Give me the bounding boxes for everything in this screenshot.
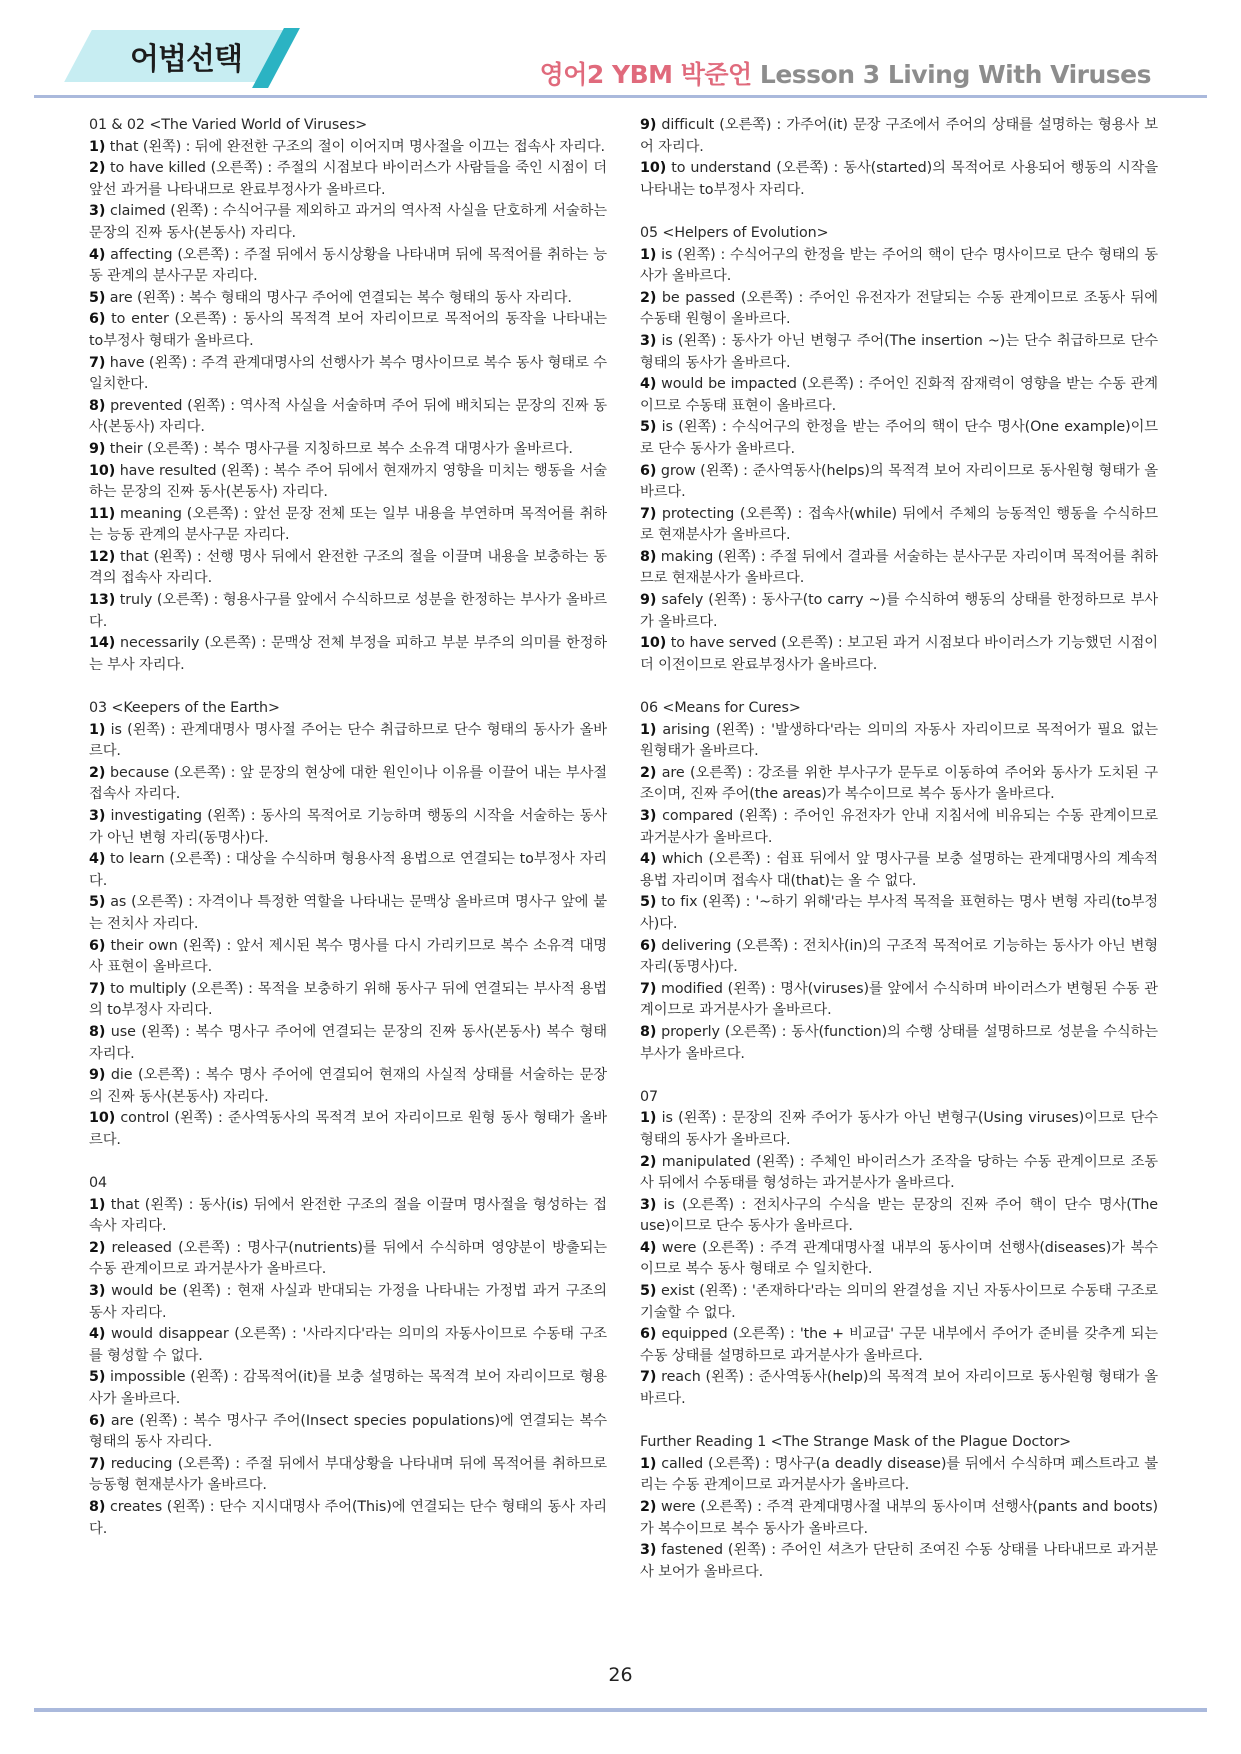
item-number: 2) [89,160,106,177]
item-explanation: called (오른쪽) : 명사구(a deadly disease)를 뒤에서 수식하며 페스트라고 불리는 수동 관계이므로 과거분사가 올바르다. [640,1455,1158,1494]
item-number: 4) [640,1239,657,1256]
section-title: 01 & 02 <The Varied World of Viruses> [89,117,368,133]
answer-item [89,547,607,590]
item-explanation: to have served (오른쪽) : 보고된 과거 시점보다 바이러스가 기능했던 시점이 더 이전이므로 완료부정사가 올바르다. [640,635,1158,673]
answer-item [89,1367,607,1410]
section-title: 03 <Keepers of the Earth> [89,700,280,717]
answer-item [89,633,607,676]
item-number: 4) [89,851,106,868]
item-number: 1) [89,721,106,738]
answer-item [89,461,607,504]
answer-item [89,1108,607,1151]
item-number: 9) [640,592,657,609]
answer-item [640,720,1158,763]
item-explanation: is (왼쪽) : 문장의 진짜 주어가 동사가 아닌 변형구(Using viruses)이므로 단수 형태의 동사가 올바르다. [640,1110,1158,1148]
answer-section [640,223,1158,676]
answer-item [640,1497,1158,1540]
answer-item [89,979,607,1022]
answer-item [89,849,607,892]
item-number: 13) [89,592,116,609]
item-number: 3) [640,332,657,349]
answer-item [89,158,607,201]
item-explanation: necessarily (오른쪽) : 문맥상 전체 부정을 피하고 부분 부주의 의미를 한정하는 부사 자리다. [89,635,607,673]
answer-item [640,1281,1158,1324]
item-number: 4) [640,376,657,393]
answer-item [89,1022,607,1065]
item-number: 2) [89,1239,106,1256]
answer-item [640,936,1158,979]
answer-item [89,936,607,979]
item-number: 1) [89,1196,106,1213]
item-number: 9) [89,440,106,457]
item-number: 1) [89,138,106,155]
header-divider [34,95,1207,98]
item-number: 5) [89,894,106,911]
answer-item [89,1065,607,1108]
item-number: 3) [89,203,106,220]
answer-item [89,1411,607,1454]
item-number: 14) [89,635,116,652]
answer-item [640,331,1158,374]
answer-item [89,504,607,547]
header-tag-label: 어법선택 [130,42,242,77]
item-explanation: meaning (오른쪽) : 앞선 문장 전체 또는 일부 내용을 부연하며 목적어를 취하는 능동 관계의 분사구문 자리다. [89,505,607,544]
answer-item [89,1324,607,1367]
item-number: 6) [640,462,657,479]
answer-item [640,115,1158,158]
item-number: 10) [89,462,116,479]
item-explanation: is (왼쪽) : 수식어구의 한정을 받는 주어의 핵이 단수 명사(One example)이므로 단수 동사가 올바르다. [640,419,1158,457]
item-explanation: impossible (왼쪽) : 감목적어(it)를 보충 설명하는 목적격 보어 자리이므로 형용사가 올바르다. [89,1369,607,1408]
footer-divider [34,1708,1207,1712]
item-explanation: as (오른쪽) : 자격이나 특정한 역할을 나타내는 문맥상 올바르며 명사구 앞에 붙는 전치사 자리다. [89,894,607,932]
section-title: 04 [89,1175,107,1192]
item-explanation: to enter (오른쪽) : 동사의 목적격 보어 자리이므로 목적어의 동작을 나타내는 to부정사 형태가 올바르다. [89,311,607,349]
item-number: 10) [640,635,667,652]
item-explanation: claimed (왼쪽) : 수식어구를 제외하고 과거의 역사적 사실을 단호하게 서술하는 문장의 진짜 동사(본동사) 자리다. [89,203,607,241]
answer-item [89,1195,607,1238]
item-explanation: were (오른쪽) : 주격 관계대명사절 내부의 동사이며 선행사(diseases)가 복수이므로 복수 동사 형태로 수 일치한다. [640,1239,1158,1278]
answer-item [89,288,607,310]
item-explanation: protecting (오른쪽) : 접속사(while) 뒤에서 주체의 능동적인 행동을 수식하므로 현재분사가 올바르다. [640,505,1158,544]
item-number: 1) [640,1455,657,1472]
item-number: 12) [89,548,116,565]
item-explanation: grow (왼쪽) : 준사역동사(helps)의 목적격 보어 자리이므로 동사원형 형태가 올바르다. [640,462,1158,501]
answer-item [640,1540,1158,1583]
answer-item [640,1324,1158,1367]
answer-item [640,288,1158,331]
item-explanation: prevented (왼쪽) : 역사적 사실을 서술하며 주어 뒤에 배치되는 문장의 진짜 동사(본동사) 자리다. [89,397,607,436]
answer-item [640,461,1158,504]
item-explanation: would be (왼쪽) : 현재 사실과 반대되는 가정을 나타내는 가정법 과거 구조의 동사 자리다. [89,1283,607,1321]
item-explanation: released (오른쪽) : 명사구(nutrients)를 뒤에서 수식하며 영양분이 방출되는 수동 관계이므로 과거분사가 올바르다. [89,1239,607,1278]
item-number: 7) [640,1369,657,1386]
answer-item [89,245,607,288]
answer-item [640,417,1158,460]
item-explanation: fastened (왼쪽) : 주어인 셔츠가 단단히 조여진 수동 상태를 나타내므로 과거분사 보어가 올바르다. [640,1542,1158,1580]
item-explanation: modified (왼쪽) : 명사(viruses)를 앞에서 수식하며 바이러스가 변형된 수동 관계이므로 과거분사가 올바르다. [640,980,1158,1019]
item-explanation: die (오른쪽) : 복수 명사 주어에 연결되어 현재의 사실적 상태를 서술하는 문장의 진짜 동사(본동사) 자리다. [89,1067,607,1105]
item-explanation: is (왼쪽) : 수식어구의 한정을 받는 주어의 핵이 단수 명사이므로 단수 형태의 동사가 올바르다. [640,246,1158,285]
answer-section [89,1173,607,1540]
item-explanation: investigating (왼쪽) : 동사의 목적어로 기능하며 행동의 시작을 서술하는 동사가 아닌 변형 자리(동명사)다. [89,808,607,846]
page-number: 26 [608,1664,633,1686]
answer-item [640,158,1158,201]
item-number: 2) [640,1499,657,1515]
item-explanation: to fix (왼쪽) : '~하기 위해'라는 부사적 목적을 표현하는 명사 변형 자리(to부정사)다. [640,894,1158,932]
title-lesson: Lesson 3 Living With Viruses [759,60,1151,89]
item-explanation: would disappear (오른쪽) : '사라지다'라는 의미의 자동사이므로 수동태 구조를 형성할 수 없다. [89,1326,607,1364]
answer-item [89,137,607,159]
item-explanation: because (오른쪽) : 앞 문장의 현상에 대한 원인이나 이유를 이끌어 내는 부사절 접속사 자리다. [89,764,607,803]
item-explanation: which (오른쪽) : 쉼표 뒤에서 앞 명사구를 보충 설명하는 관계대명사의 계속적 용법 자리이며 접속사 대(that)는 올 수 없다. [640,851,1158,889]
item-number: 8) [89,1499,106,1515]
title-course: 영어2 YBM 박준언 [539,60,752,89]
item-number: 6) [89,937,106,954]
answer-item [640,1108,1158,1151]
answer-item [89,1238,607,1281]
section-title: 06 <Means for Cures> [640,700,801,717]
section-title: 05 <Helpers of Evolution> [640,224,829,241]
answer-section [640,1087,1158,1411]
item-number: 4) [89,246,106,263]
item-explanation: arising (왼쪽) : '발생하다'라는 의미의 자동사 자리이므로 목적어가 필요 없는 원형태가 올바르다. [640,721,1158,760]
item-number: 3) [89,808,106,824]
answer-item [640,633,1158,676]
item-number: 1) [640,246,657,263]
item-explanation: that (왼쪽) : 동사(is) 뒤에서 완전한 구조의 절을 이끌며 명사절을 형성하는 접속사 자리다. [89,1196,607,1235]
answer-section [640,698,1158,1065]
item-explanation: their own (왼쪽) : 앞서 제시된 복수 명사를 다시 가리키므로 복수 소유격 대명사 표현이 올바르다. [89,937,607,976]
item-number: 5) [640,894,657,911]
item-explanation: be passed (오른쪽) : 주어인 유전자가 전달되는 수동 관계이므로 조동사 뒤에 수동태 원형이 올바르다. [640,289,1158,328]
section-title: 07 [640,1088,658,1105]
item-explanation: manipulated (왼쪽) : 주체인 바이러스가 조작을 당하는 수동 관계이므로 조동사 뒤에서 수동태를 형성하는 과거분사가 올바르다. [640,1153,1158,1192]
answer-section [640,115,1158,201]
item-explanation: are (왼쪽) : 복수 명사구 주어(Insect species populations)에 연결되는 복수 형태의 동사 자리다. [89,1412,607,1451]
item-explanation: safely (왼쪽) : 동사구(to carry ~)를 수식하여 행동의 상태를 한정하므로 부사가 올바르다. [640,592,1158,630]
item-number: 10) [640,160,667,177]
item-number: 9) [89,1067,106,1084]
answer-item [640,504,1158,547]
item-number: 6) [640,937,657,954]
item-number: 3) [640,1542,657,1559]
item-explanation: equipped (오른쪽) : 'the + 비교급' 구문 내부에서 주어가 준비를 갖추게 되는 수동 상태를 설명하므로 과거분사가 올바르다. [640,1326,1158,1364]
item-explanation: truly (오른쪽) : 형용사구를 앞에서 수식하므로 성분을 한정하는 부사가 올바르다. [89,592,607,630]
item-explanation: affecting (오른쪽) : 주절 뒤에서 동시상황을 나타내며 뒤에 목적어를 취하는 능동 관계의 분사구문 자리다. [89,246,607,285]
item-number: 6) [640,1326,657,1343]
item-number: 8) [89,397,106,414]
answer-item [89,309,607,352]
answer-item [640,1238,1158,1281]
item-number: 7) [89,354,106,371]
item-explanation: are (오른쪽) : 강조를 위한 부사구가 문두로 이동하여 주어와 동사가 도치된 구조이며, 진짜 주어(the areas)가 복수이므로 복수 동사가 올바르다. [640,764,1158,803]
answer-item [640,806,1158,849]
item-explanation: is (왼쪽) : 동사가 아닌 변형구 주어(The insertion ~)는 단수 취급하므로 단수 형태의 동사가 올바르다. [640,332,1158,371]
answer-section [640,1432,1158,1583]
answer-item [640,1454,1158,1497]
answer-item [640,849,1158,892]
item-explanation: is (왼쪽) : 관계대명사 명사절 주어는 단수 취급하므로 단수 형태의 동사가 올바르다. [89,721,607,760]
item-number: 2) [640,289,657,306]
item-number: 5) [640,419,657,436]
item-number: 1) [640,721,657,738]
answer-item [640,547,1158,590]
item-explanation: that (왼쪽) : 뒤에 완전한 구조의 절이 이어지며 명사절을 이끄는 접속사 자리다. [105,138,605,155]
item-explanation: have (왼쪽) : 주격 관계대명사의 선행사가 복수 명사이므로 복수 동사 형태로 수 일치한다. [89,354,607,393]
item-number: 3) [640,1196,657,1213]
item-explanation: compared (왼쪽) : 주어인 유전자가 안내 지침서에 비유되는 수동 관계이므로 과거분사가 올바르다. [640,808,1158,846]
answer-item [89,1497,607,1540]
item-number: 7) [640,980,657,997]
item-number: 7) [89,1455,106,1472]
item-explanation: to multiply (오른쪽) : 목적을 보충하기 위해 동사구 뒤에 연결되는 부사적 용법의 to부정사 자리다. [89,980,607,1019]
page-header [0,0,1241,100]
item-explanation: making (왼쪽) : 주절 뒤에서 결과를 서술하는 분사구문 자리이며 목적어를 취하므로 현재분사가 올바르다. [640,548,1158,587]
item-number: 6) [89,1412,106,1429]
item-explanation: properly (오른쪽) : 동사(function)의 수행 상태를 설명하므로 성분을 수식하는 부사가 올바르다. [640,1023,1158,1062]
item-number: 5) [89,1369,106,1386]
section-title: Further Reading 1 <The Strange Mask of the Plague Doctor> [640,1434,1072,1451]
item-explanation: reducing (오른쪽) : 주절 뒤에서 부대상황을 나타내며 뒤에 목적어를 취하므로 능동형 현재분사가 올바르다. [89,1455,607,1494]
item-number: 4) [640,851,657,868]
answer-item [640,979,1158,1022]
item-number: 5) [640,1283,657,1300]
item-number: 8) [640,1023,657,1040]
item-number: 7) [640,505,657,522]
answer-item [89,201,607,244]
answer-item [89,892,607,935]
item-explanation: to learn (오른쪽) : 대상을 수식하며 형용사적 용법으로 연결되는 to부정사 자리다. [89,851,607,889]
item-number: 8) [89,1023,106,1040]
item-explanation: have resulted (왼쪽) : 복수 주어 뒤에서 현재까지 영향을 미치는 행동을 서술하는 문장의 진짜 동사(본동사) 자리다. [89,462,607,501]
answer-item [640,1022,1158,1065]
item-number: 9) [640,117,657,133]
answer-item [89,806,607,849]
item-explanation: use (왼쪽) : 복수 명사구 주어에 연결되는 문장의 진짜 동사(본동사) 복수 형태 자리다. [89,1023,607,1062]
answer-item [640,892,1158,935]
answer-section [89,115,607,676]
answer-item [640,1367,1158,1410]
item-explanation: were (오른쪽) : 주격 관계대명사절 내부의 동사이며 선행사(pants and boots)가 복수이므로 복수 동사가 올바르다. [640,1499,1158,1537]
answer-item [640,590,1158,633]
item-number: 5) [89,289,106,306]
document-title [540,55,1151,91]
answer-item [89,720,607,763]
item-explanation: difficult (오른쪽) : 가주어(it) 문장 구조에서 주어의 상태를 설명하는 형용사 보어 자리다. [640,117,1158,155]
item-number: 7) [89,980,106,997]
answer-item [640,245,1158,288]
answer-item [89,439,607,461]
item-number: 2) [89,764,106,781]
answer-item [640,763,1158,806]
item-number: 3) [640,808,657,824]
item-number: 6) [89,311,106,328]
item-explanation: delivering (오른쪽) : 전치사(in)의 구조적 목적어로 기능하는 동사가 아닌 변형 자리(동명사)다. [640,937,1158,976]
item-number: 4) [89,1326,106,1343]
answer-item [89,353,607,396]
answer-item [89,590,607,633]
item-number: 11) [89,505,116,522]
item-number: 2) [640,764,657,781]
item-number: 1) [640,1110,657,1127]
item-explanation: reach (왼쪽) : 준사역동사(help)의 목적격 보어 자리이므로 동사원형 형태가 올바르다. [640,1369,1158,1408]
item-explanation: creates (왼쪽) : 단수 지시대명사 주어(This)에 연결되는 단수 형태의 동사 자리다. [89,1499,607,1537]
answer-item [89,763,607,806]
answer-item [89,1454,607,1497]
item-number: 2) [640,1153,657,1170]
answer-item [640,1152,1158,1195]
item-explanation: exist (왼쪽) : '존재하다'라는 의미의 완결성을 지닌 자동사이므로 수동태 구조로 기술할 수 없다. [640,1283,1158,1321]
item-explanation: is (오른쪽) : 전치사구의 수식을 받는 문장의 진짜 주어 핵이 단수 명사(The use)이므로 단수 동사가 올바르다. [640,1196,1158,1235]
item-number: 8) [640,548,657,565]
left-column [89,115,607,1562]
item-explanation: their (오른쪽) : 복수 명사구를 지칭하므로 복수 소유격 대명사가 올바르다. [105,440,573,457]
answer-item [640,1195,1158,1238]
answer-item [89,396,607,439]
answer-section [89,698,607,1151]
item-explanation: that (왼쪽) : 선행 명사 뒤에서 완전한 구조의 절을 이끌며 내용을 보충하는 동격의 접속사 자리다. [89,548,607,587]
item-number: 3) [89,1283,106,1300]
item-explanation: are (왼쪽) : 복수 형태의 명사구 주어에 연결되는 복수 형태의 동사 자리다. [105,289,572,306]
answer-item [640,374,1158,417]
right-column [640,115,1158,1605]
answer-item [89,1281,607,1324]
item-explanation: to have killed (오른쪽) : 주절의 시점보다 바이러스가 사람들을 죽인 시점이 더 앞선 과거를 나타내므로 완료부정사가 올바르다. [89,160,607,198]
item-number: 10) [89,1110,116,1127]
item-explanation: control (왼쪽) : 준사역동사의 목적격 보어 자리이므로 원형 동사 형태가 올바르다. [89,1110,607,1148]
item-explanation: to understand (오른쪽) : 동사(started)의 목적어로 사용되어 행동의 시작을 나타내는 to부정사 자리다. [640,160,1158,198]
item-explanation: would be impacted (오른쪽) : 주어인 진화적 잠재력이 영향을 받는 수동 관계이므로 수동태 표현이 올바르다. [640,376,1158,414]
